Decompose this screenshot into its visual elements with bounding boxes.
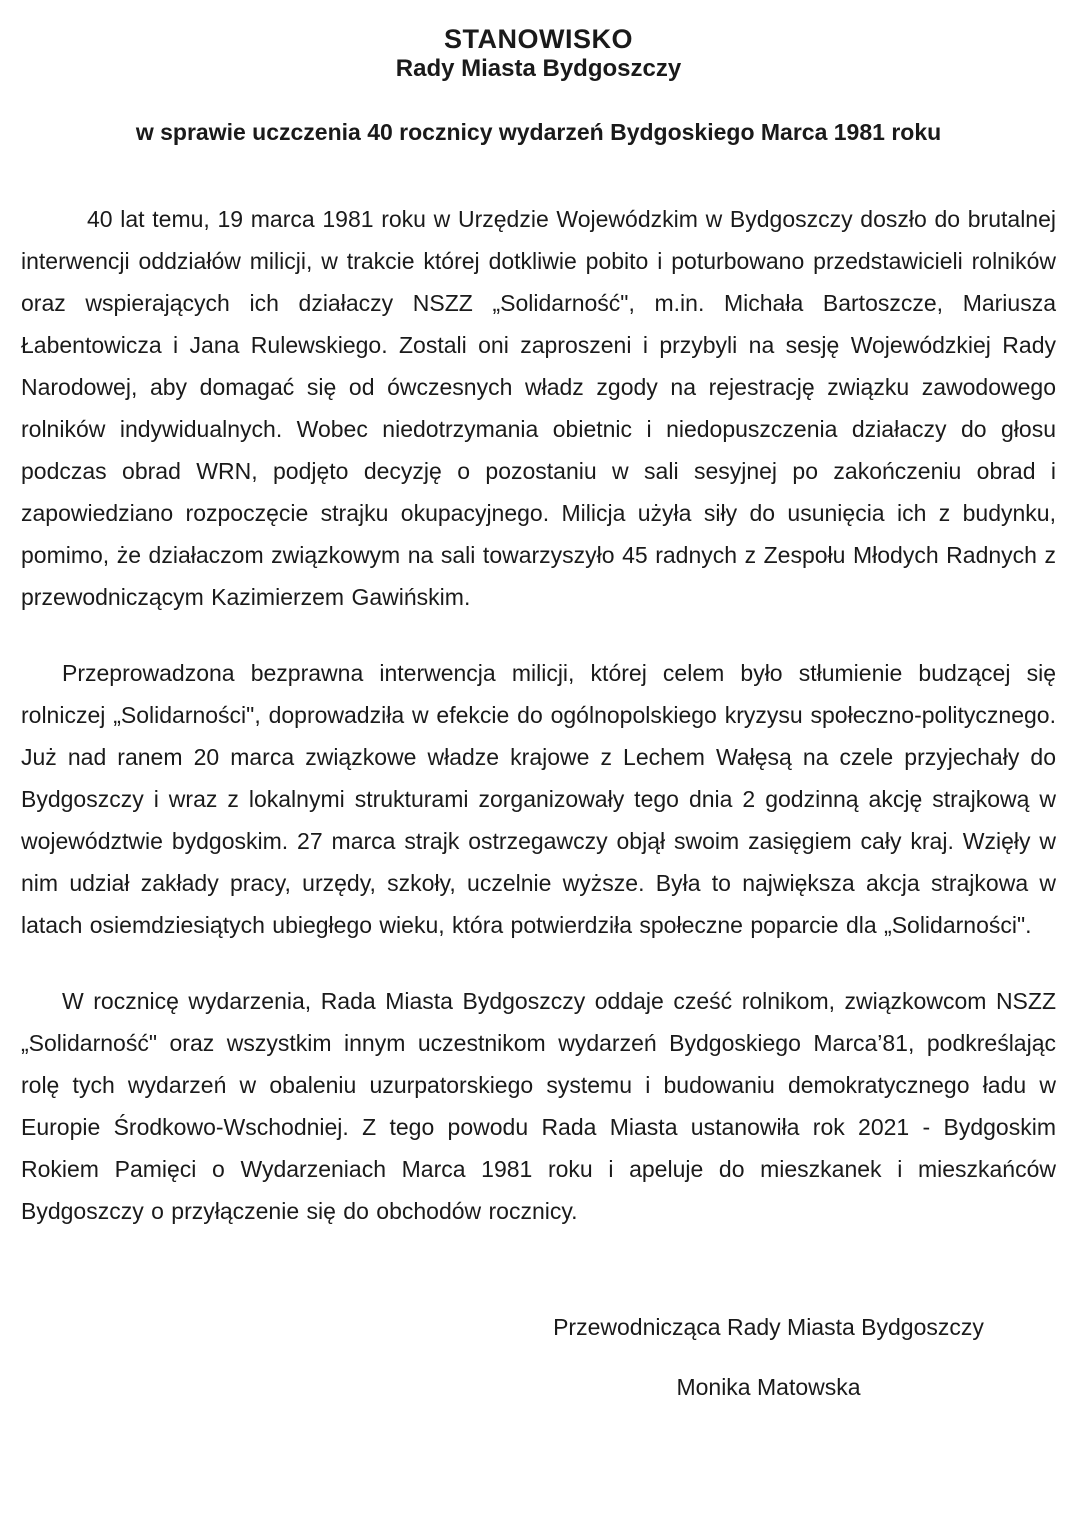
signature-block [481, 1306, 1056, 1408]
signature-name: Monika Matowska [676, 1374, 861, 1400]
body-paragraph-3: W rocznicę wydarzenia, Rada Miasta Bydgoszczy oddaje cześć rolnikom, związkowcom NSZZ „Solidarność" oraz wszystkim innym uczestnikom wydarzeń Bydgoskiego Marca’81, podkreślając rolę tych wydarzeń w obaleniu uzurpatorskiego systemu i budowaniu demokratycznego ładu w Europie Środkowo-Wschodniej. Z tego powodu Rada Miasta ustanowiła rok 2021 - Bydgoskim Rokiem Pamięci o Wydarzeniach Marca 1981 roku i apeluje do mieszkanek i mieszkańców Bydgoszczy o przyłączenie się do obchodów rocznicy. [21, 988, 1056, 1224]
body-paragraph-2: Przeprowadzona bezprawna interwencja milicji, której celem było stłumienie budzącej się rolniczej „Solidarności", doprowadziła w efekcie do ogólnopolskiego kryzysu społeczno-politycznego. Już nad ranem 20 marca związkowe władze krajowe z Lechem Wałęsą na czele przyjechały do Bydgoszczy i wraz z lokalnymi strukturami zorganizowały tego dnia 2 godzinną akcję strajkową w województwie bydgoskim. 27 marca strajk ostrzegawczy objął swoim zasięgiem cały kraj. Wzięły w nim udział zakłady pracy, urzędy, szkoły, uczelnie wyższe. Była to największa akcja strajkowa w latach osiemdziesiątych ubiegłego wieku, która potwierdziła społeczne poparcie dla „Solidarności". [21, 660, 1056, 938]
document-subtitle: Rady Miasta Bydgoszczy [395, 55, 682, 82]
signature-role: Przewodnicząca Rady Miasta Bydgoszczy [553, 1314, 984, 1340]
document-title: STANOWISKO [444, 24, 633, 54]
document-body [21, 198, 1056, 1232]
document-header [21, 24, 1056, 82]
document-subject: w sprawie uczczenia 40 rocznicy wydarzeń Bydgoskiego Marca 1981 roku [135, 119, 942, 145]
body-paragraph-1: 40 lat temu, 19 marca 1981 roku w Urzędzie Wojewódzkim w Bydgoszczy doszło do brutalnej interwencji oddziałów milicji, w trakcie której dotkliwie pobito i poturbowano przedstawicieli rolników oraz wspierających ich działaczy NSZZ „Solidarność", m.in. Michała Bartoszcze, Mariusza Łabentowicza i Jana Rulewskiego. Zostali oni zaproszeni i przybyli na sesję Wojewódzkiej Rady Narodowej, aby domagać się od ówczesnych władz zgody na rejestrację związku zawodowego rolników indywidualnych. Wobec niedotrzymania obietnic i niedopuszczenia działaczy do głosu podczas obrad WRN, podjęto decyzję o pozostaniu w sali sesyjnej po zakończeniu obrad i zapowiedziano rozpoczęcie strajku okupacyjnego. Milicja użyła siły do usunięcia ich z budynku, pomimo, że działaczom związkowym na sali towarzyszyło 45 radnych z Zespołu Młodych Radnych z przewodniczącym Kazimierzem Gawińskim. [21, 206, 1056, 610]
